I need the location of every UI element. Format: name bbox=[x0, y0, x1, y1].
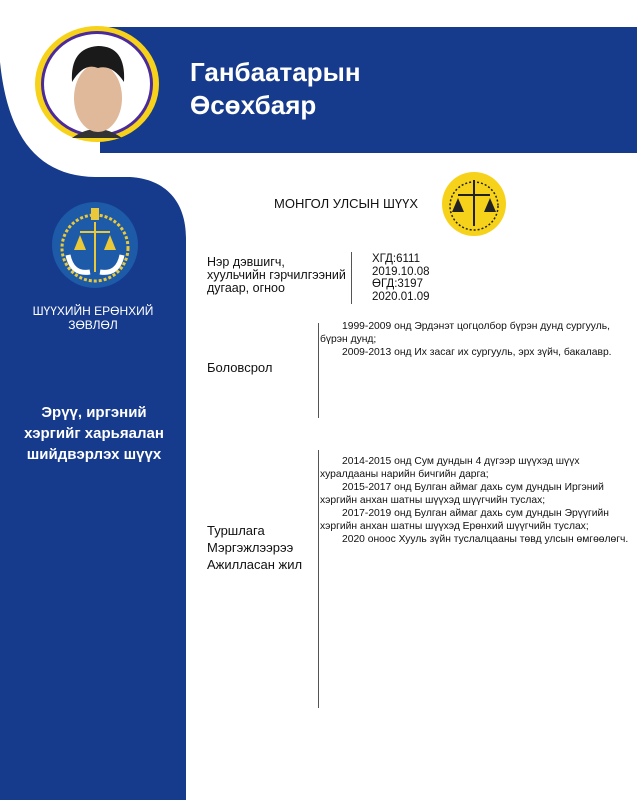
experience-item: 2017-2019 онд Булган аймаг дахь сум дундын Эрүүгийн хэргийн анхан шатны шүүхэд Ерөнхий шүүгчийн туслах; bbox=[320, 508, 609, 532]
header-band bbox=[100, 27, 637, 153]
education-item: 1999-2009 онд Эрдэнэт цогцолбор бүрэн дунд сургууль, бүрэн дунд; bbox=[320, 321, 610, 345]
divider bbox=[351, 252, 352, 304]
license-date: 2019.10.08 bbox=[372, 265, 430, 278]
given-name: Өсөхбаяр bbox=[190, 90, 317, 120]
experience-item: 2020 оноос Хууль зүйн туслалцааны төвд улсын өмгөөлөгч. bbox=[342, 534, 629, 545]
license-label: Нэр дэвшигч, хуульчийн гэрчилгээний дугаар, огноо bbox=[207, 255, 346, 295]
education-label: Боловсрол bbox=[207, 360, 273, 375]
court-type: Эрүү, иргэний хэргийг харьяалан шийдвэрлэх шүүх bbox=[24, 404, 164, 463]
divider bbox=[318, 323, 319, 418]
experience-label-line: Ажилласан жил bbox=[207, 557, 303, 572]
supreme-court-seal-icon bbox=[442, 172, 506, 236]
license-number: ХГД:6111 bbox=[372, 253, 420, 265]
advocate-date: 2020.01.09 bbox=[372, 290, 430, 303]
organization-name: ШҮҮХИЙН ЕРӨНХИЙ ЗӨВЛӨЛ bbox=[32, 304, 154, 332]
person-name bbox=[190, 56, 361, 122]
experience-list bbox=[320, 455, 630, 546]
experience-item: 2015-2017 онд Булган аймаг дахь сум дундын Иргэний хэргийн анхан шатны шүүхэд шүүгчийн туслах; bbox=[320, 482, 604, 506]
experience-label-line: Мэргэжлээрээ bbox=[207, 540, 294, 555]
surname: Ганбаатарын bbox=[190, 57, 361, 87]
experience-item: 2014-2015 онд Сум дундын 4 дүгээр шүүхэд шүүх хуралдааны нарийн бичгийн дарга; bbox=[320, 456, 580, 480]
license-values bbox=[372, 253, 430, 303]
advocate-number: ӨГД:3197 bbox=[372, 278, 423, 290]
experience-label-line: Туршлага bbox=[207, 523, 265, 538]
education-list bbox=[320, 320, 630, 359]
divider bbox=[318, 450, 319, 708]
education-item: 2009-2013 онд Их засаг их сургууль, эрх зүйч, бакалавр. bbox=[342, 347, 612, 358]
experience-label bbox=[207, 522, 302, 573]
profile-photo bbox=[35, 26, 159, 142]
court-title: МОНГОЛ УЛСЫН ШҮҮХ bbox=[274, 196, 419, 211]
council-emblem-icon bbox=[52, 202, 138, 288]
